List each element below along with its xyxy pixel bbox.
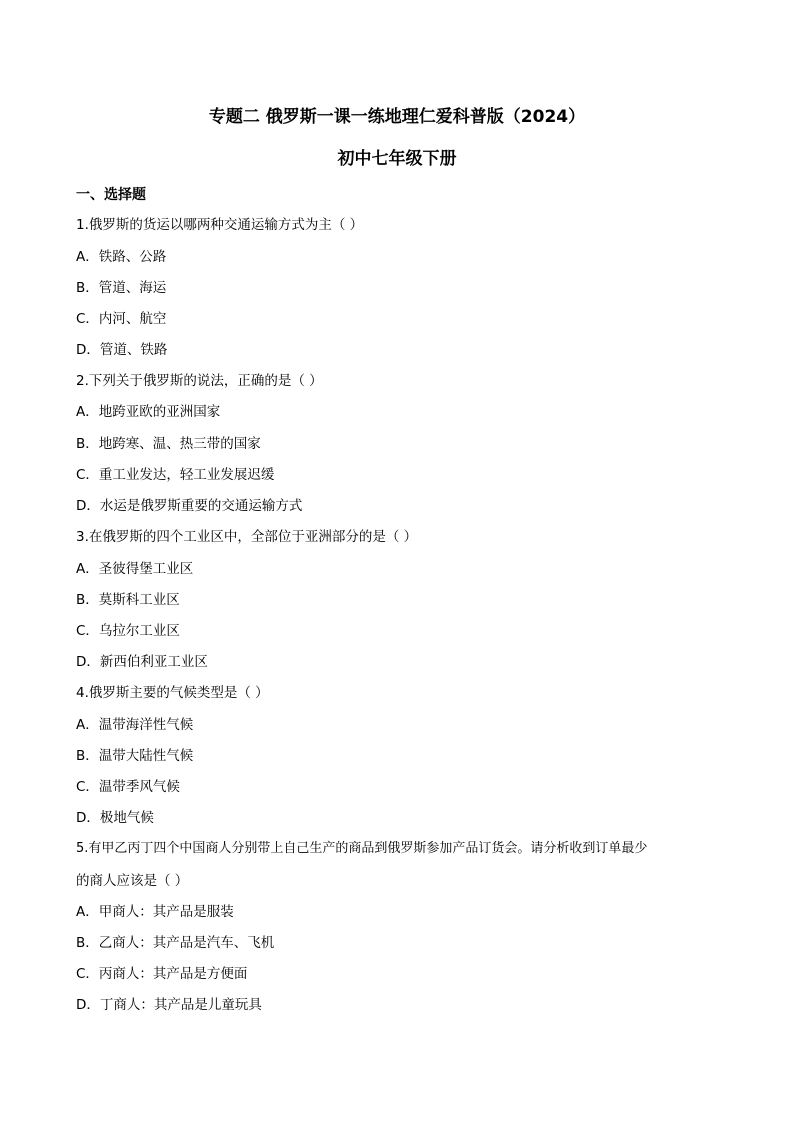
question-2-option-b: B．地跨寒、温、热三带的国家	[76, 436, 261, 452]
question-3-option-b: B．莫斯科工业区	[76, 592, 180, 608]
question-3-option-c: C．乌拉尔工业区	[76, 623, 180, 639]
question-1-option-d: D．管道、铁路	[76, 342, 168, 358]
question-3-stem: 3.在俄罗斯的四个工业区中，全部位于亚洲部分的是（ ）	[76, 529, 418, 545]
question-5-option-c: C．丙商人：其产品是方便面	[76, 966, 248, 982]
question-5-option-b: B．乙商人：其产品是汽车、飞机	[76, 935, 275, 951]
question-1-option-b: B．管道、海运	[76, 280, 167, 296]
question-1-option-c: C．内河、航空	[76, 311, 167, 327]
question-5-option-a: A．甲商人：其产品是服装	[76, 904, 234, 920]
question-4-option-a: A．温带海洋性气候	[76, 717, 194, 733]
question-2-stem: 2.下列关于俄罗斯的说法，正确的是（ ）	[76, 373, 323, 389]
question-2-option-c: C．重工业发达，轻工业发展迟缓	[76, 467, 275, 483]
document-title: 专题二 俄罗斯一课一练地理仁爱科普版（2024）	[208, 107, 586, 127]
section-heading: 一、选择题	[76, 187, 146, 203]
question-2-option-a: A．地跨亚欧的亚洲国家	[76, 404, 221, 420]
question-3-option-d: D．新西伯利亚工业区	[76, 654, 208, 670]
question-4-option-d: D．极地气候	[76, 810, 154, 826]
question-4-stem: 4.俄罗斯主要的气候类型是（ ）	[76, 685, 269, 701]
question-5-stem-line-2: 的商人应该是（ ）	[76, 873, 189, 889]
question-5-stem-line-1: 5.有甲乙丙丁四个中国商人分别带上自己生产的商品到俄罗斯参加产品订货会。请分析收到订单最少	[76, 841, 648, 856]
question-1-stem: 1.俄罗斯的货运以哪两种交通运输方式为主（ ）	[76, 217, 364, 233]
question-4-option-c: C．温带季风气候	[76, 779, 180, 795]
question-3-option-a: A．圣彼得堡工业区	[76, 561, 194, 577]
document-subtitle: 初中七年级下册	[337, 149, 457, 169]
question-4-option-b: B．温带大陆性气候	[76, 748, 194, 764]
question-5-option-d: D．丁商人：其产品是儿童玩具	[76, 997, 262, 1013]
question-2-option-d: D．水运是俄罗斯重要的交通运输方式	[76, 498, 303, 514]
question-1-option-a: A．铁路、公路	[76, 249, 167, 265]
